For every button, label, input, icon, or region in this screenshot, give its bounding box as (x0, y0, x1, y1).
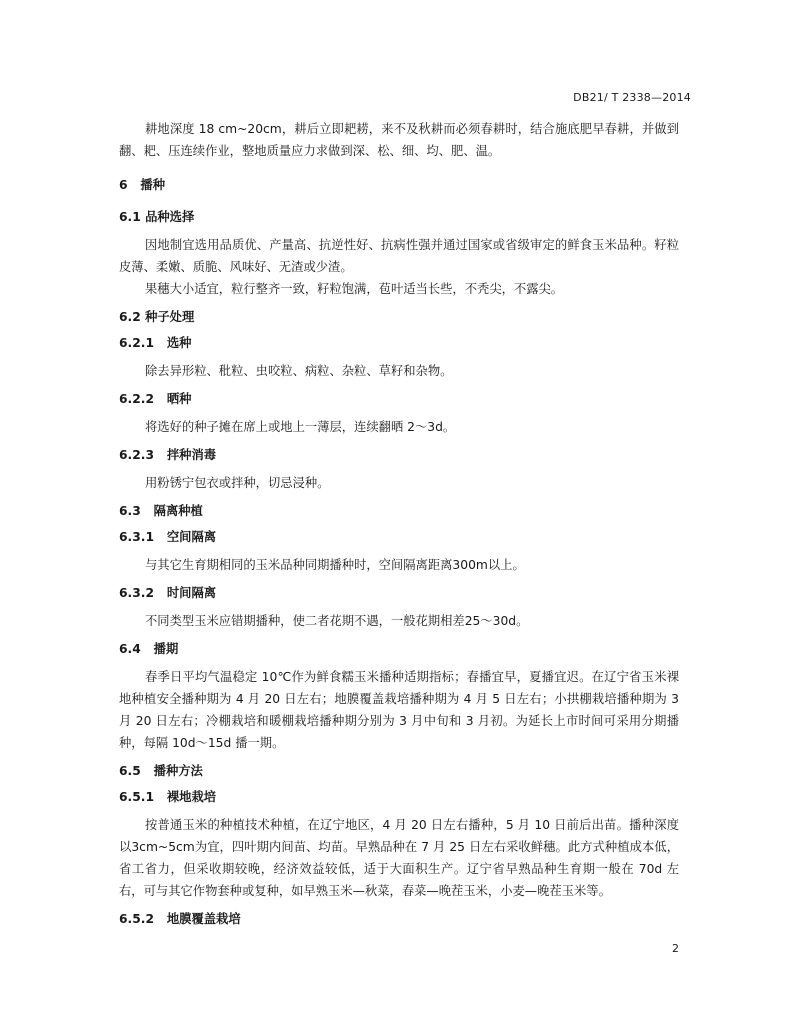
heading-title: 播种方法 (153, 764, 203, 778)
paragraph-seed-drying: 将选好的种子摊在席上或地上一薄层，连续翻晒 2～3d。 (145, 420, 456, 434)
paragraph-variety-1: 因地制宜选用品质优、产量高、抗逆性好、抗病性强并通过国家或省级审定的鲜食玉米品种。籽粒皮薄、柔嫩、质脆、风味好、无渣或少渣。 (119, 238, 679, 274)
heading-number: 6.5.2 (119, 912, 155, 926)
heading-title: 空间隔离 (166, 530, 217, 544)
heading-number: 6.2.1 (119, 336, 155, 350)
heading-6 (119, 176, 679, 194)
paragraph-sowing-period: 春季日平均气温稳定 10℃作为鲜食糯玉米播种适期指标；春播宜早，夏播宜迟。在辽宁省玉米裸地种植安全播种期为 4 月 20 日左右；地膜覆盖栽培播种期为 4 月 5 日左右；小拱棚栽培播种期为 3 月 20 日左右；冷棚栽培和暖棚栽培播种期分别为 3 月中旬和 3 月初。为延长上市时间可采用分期播种，每隔 10d～15d 播一期。 (119, 670, 679, 750)
paragraph-seed-disinfection: 用粉锈宁包衣或拌种，切忌浸种。 (145, 476, 330, 490)
heading-number: 6.2.3 (119, 448, 155, 462)
heading-6-5 (119, 762, 679, 780)
paragraph-open-field: 按普通玉米的种植技术种植，在辽宁地区，4 月 20 日左右播种，5 月 10 日前后出苗。播种深度以3cm~5cm为宜，四叶期内间苗、均苗。早熟品种在 7 月 25 日左右采收鲜穗。此方式种植成本低，省工省力，但采收期较晚，经济效益较低，适于大面积生产。辽宁省早熟品种生育期一般在 70d 左右，可与其它作物套种或复种，如早熟玉米—秋菜，春菜—晚茬玉米，小麦—晚茬玉米等。 (119, 818, 679, 898)
heading-number: 6.3.2 (119, 586, 155, 600)
heading-number: 6.5 (119, 764, 141, 778)
page-number: 2 (672, 942, 679, 955)
heading-6-3-2 (119, 584, 679, 602)
heading-6-2 (119, 308, 679, 326)
heading-6-3-1 (119, 528, 679, 546)
paragraph-variety-2: 果穗大小适宜，粒行整齐一致，籽粒饱满，苞叶适当长些，不秃尖，不露尖。 (145, 282, 564, 296)
heading-number: 6.2.2 (119, 392, 155, 406)
heading-number: 6.1 (119, 210, 141, 224)
heading-title: 播种 (140, 178, 166, 192)
heading-title: 拌种消毒 (166, 448, 217, 462)
heading-title: 选种 (166, 336, 192, 350)
paragraph-seed-selection: 除去异形粒、秕粒、虫咬粒、病粒、杂粒、草籽和杂物。 (145, 364, 453, 378)
heading-title: 时间隔离 (166, 586, 217, 600)
heading-number: 6.4 (119, 642, 141, 656)
heading-number: 6.2 (119, 310, 141, 324)
heading-6-5-1 (119, 788, 679, 806)
heading-number: 6.5.1 (119, 790, 155, 804)
heading-title: 晒种 (166, 392, 192, 406)
paragraph-time-isolation: 不同类型玉米应错期播种，使二者花期不遇，一般花期相差25～30d。 (145, 614, 529, 628)
heading-number: 6.3.1 (119, 530, 155, 544)
heading-6-5-2 (119, 910, 679, 928)
heading-number: 6 (119, 178, 128, 192)
heading-6-4 (119, 640, 679, 658)
paragraph-tillage: 耕地深度 18 cm~20cm，耕后立即耙耢，来不及秋耕而必须春耕时，结合施底肥早春耕，并做到翻、耙、压连续作业，整地质量应力求做到深、松、细、均、肥、温。 (119, 122, 679, 158)
heading-title: 隔离种植 (153, 504, 203, 518)
heading-number: 6.3 (119, 504, 141, 518)
heading-6-2-2 (119, 390, 679, 408)
heading-title: 种子处理 (145, 310, 195, 324)
heading-6-3 (119, 502, 679, 520)
heading-6-2-3 (119, 446, 679, 464)
doc-code: DB21/ T 2338—2014 (573, 91, 691, 104)
paragraph-space-isolation: 与其它生育期相同的玉米品种同期播种时，空间隔离距离300m以上。 (145, 558, 525, 572)
heading-title: 地膜覆盖栽培 (166, 912, 241, 926)
heading-6-2-1 (119, 334, 679, 352)
heading-title: 裸地栽培 (166, 790, 217, 804)
heading-6-1 (119, 208, 679, 226)
heading-title: 播期 (153, 642, 179, 656)
document-body (119, 118, 679, 928)
heading-title: 品种选择 (145, 210, 195, 224)
